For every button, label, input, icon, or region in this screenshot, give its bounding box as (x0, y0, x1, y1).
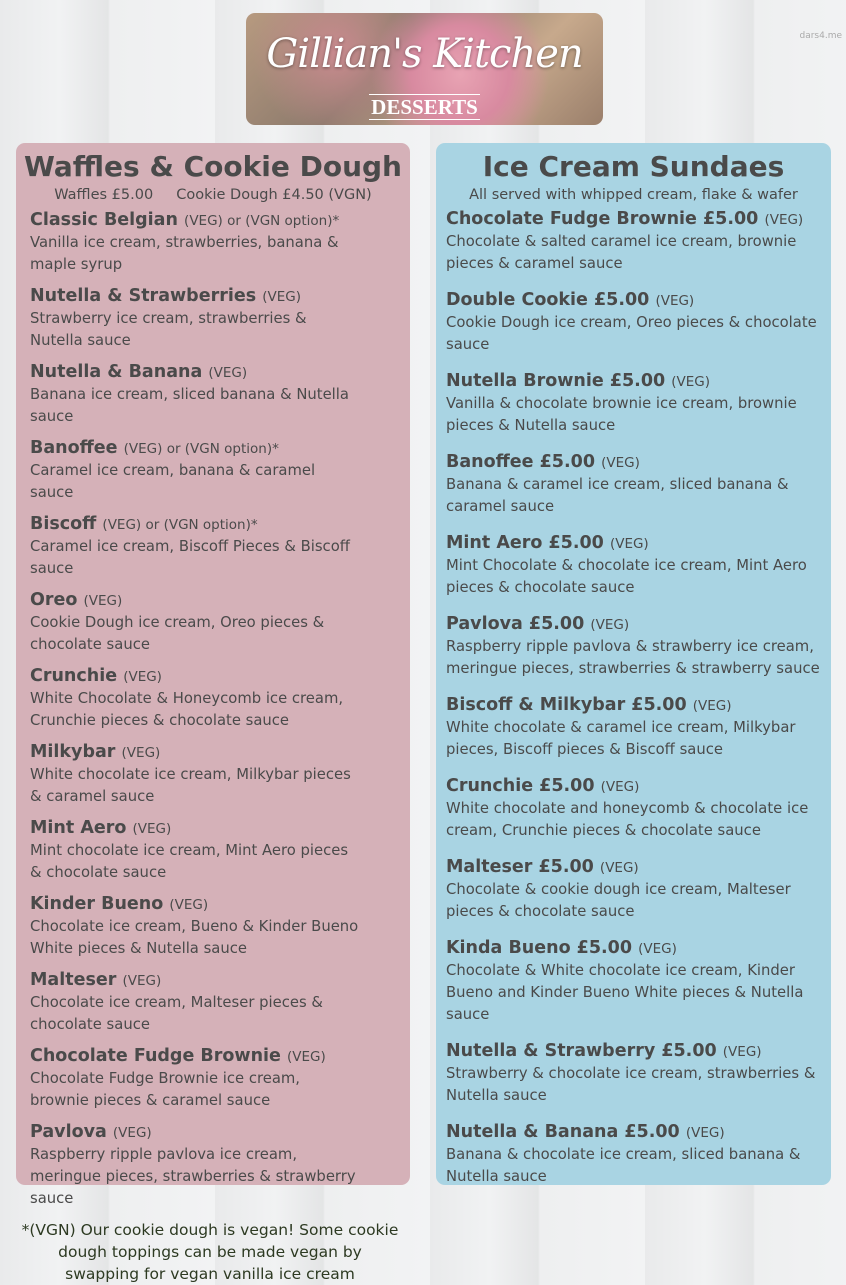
diet-tag: (VEG) (722, 1044, 762, 1060)
item-title: Mint Aero £5.00 (446, 533, 604, 553)
menu-item (446, 1040, 826, 1107)
item-description: Vanilla & chocolate brownie ice cream, brownie pieces & Nutella sauce (446, 395, 797, 434)
item-description: Cookie Dough ice cream, Oreo pieces & chocolate sauce (446, 314, 817, 353)
item-title: Biscoff & Milkybar £5.00 (446, 695, 687, 715)
item-title: Nutella & Strawberry £5.00 (446, 1041, 717, 1061)
item-title: Nutella & Banana (30, 362, 203, 382)
item-description: Mint Chocolate & chocolate ice cream, Mint Aero pieces & chocolate sauce (446, 557, 807, 596)
item-title: Crunchie (30, 666, 118, 686)
diet-tag: (VEG) (601, 455, 640, 471)
item-description: Vanilla ice cream, strawberries, banana & maple syrup (30, 234, 339, 273)
menu-item (446, 451, 826, 518)
brand-logo: Gillian's Kitchen (266, 31, 583, 77)
diet-tag: (VEG) (112, 1125, 152, 1141)
item-name (446, 613, 826, 636)
item-title: Pavlova £5.00 (446, 614, 585, 634)
item-name (30, 665, 360, 688)
item-description: Chocolate ice cream, Bueno & Kinder Bueno White pieces & Nutella sauce (30, 918, 359, 957)
menu-item (446, 937, 826, 1026)
watermark: dars4.me (799, 31, 842, 41)
menu-item (446, 775, 826, 842)
sundaes-intro: All served with whipped cream, flake & wafer (469, 187, 798, 203)
item-name (446, 694, 826, 717)
menu-item (30, 817, 360, 884)
item-name (30, 361, 360, 384)
sundaes-title: Ice Cream Sundaes (482, 150, 785, 183)
item-description: White chocolate & caramel ice cream, Milkybar pieces, Biscoff pieces & Biscoff sauce (446, 719, 796, 758)
item-title: Chocolate Fudge Brownie (30, 1046, 281, 1066)
item-name (446, 1121, 826, 1144)
item-description: Raspberry ripple pavlova ice cream, meringue pieces, strawberries & strawberry sauce (30, 1146, 356, 1207)
item-title: Nutella & Strawberries (30, 286, 257, 306)
diet-tag: (VEG) (671, 374, 711, 390)
diet-tag: (VEG) (590, 617, 630, 633)
item-name (30, 1121, 360, 1144)
item-name (446, 208, 826, 231)
waffles-panel (16, 143, 410, 1283)
diet-tag: (VEG) (123, 669, 162, 685)
item-description: Banana & chocolate ice cream, sliced banana & Nutella sauce (446, 1146, 801, 1185)
item-description: Banana ice cream, sliced banana & Nutella sauce (30, 386, 349, 425)
item-name (446, 1040, 826, 1063)
item-title: Nutella & Banana £5.00 (446, 1122, 680, 1142)
diet-tag: (VEG) (764, 212, 804, 228)
item-description: White chocolate and honeycomb & chocolate ice cream, Crunchie pieces & chocolate sauce (446, 800, 809, 839)
item-name (446, 856, 826, 879)
item-title: Malteser (30, 970, 117, 990)
menu-item (30, 893, 360, 960)
item-description: Raspberry ripple pavlova & strawberry ice cream, meringue pieces, strawberries & strawberry sauce (446, 638, 820, 677)
menu-item (30, 1045, 360, 1112)
item-name (446, 370, 826, 393)
item-name (30, 209, 360, 232)
item-description: Mint chocolate ice cream, Mint Aero pieces & chocolate sauce (30, 842, 349, 881)
menu-item (446, 208, 826, 275)
diet-tag: (VEG) (208, 365, 248, 381)
item-title: Biscoff (30, 514, 97, 534)
item-title: Kinda Bueno £5.00 (446, 938, 633, 958)
item-description: Chocolate & White chocolate ice cream, Kinder Bueno and Kinder Bueno White pieces & Nutella sauce (446, 962, 804, 1023)
item-name (30, 893, 360, 916)
diet-tag: (VEG) (287, 1049, 326, 1065)
menu-item (446, 694, 826, 761)
waffles-prices: Waffles £5.00 Cookie Dough £4.50 (VGN) (54, 187, 372, 203)
item-description: Caramel ice cream, Biscoff Pieces & Biscoff sauce (30, 538, 350, 577)
menu-item (30, 741, 360, 808)
menu-item (30, 437, 360, 504)
menu-item (446, 856, 826, 923)
waffles-title: Waffles & Cookie Dough (24, 150, 402, 183)
diet-tag: (VEG) (609, 536, 649, 552)
item-title: Kinder Bueno (30, 894, 164, 914)
menu-item (30, 209, 360, 276)
menu-item (446, 1121, 826, 1188)
diet-tag: (VEG) (599, 860, 639, 876)
item-title: Mint Aero (30, 818, 127, 838)
item-name (30, 437, 360, 460)
diet-tag: (VEG) (122, 973, 162, 989)
item-description: Caramel ice cream, banana & caramel sauce (30, 462, 316, 501)
item-title: Pavlova (30, 1122, 107, 1142)
item-description: White Chocolate & Honeycomb ice cream, Crunchie pieces & chocolate sauce (30, 690, 344, 729)
menu-item (30, 513, 360, 580)
menu-item (446, 370, 826, 437)
item-description: Chocolate & cookie dough ice cream, Malteser pieces & chocolate sauce (446, 881, 791, 920)
diet-tag: (VEG) (132, 821, 172, 837)
diet-tag: (VEG) (685, 1125, 725, 1141)
item-title: Milkybar (30, 742, 116, 762)
item-title: Banoffee (30, 438, 118, 458)
diet-tag: (VEG) (638, 941, 677, 957)
header-banner (246, 13, 603, 125)
banner-subtitle: DESSERTS (371, 95, 478, 119)
item-name (446, 532, 826, 555)
menu-item (446, 289, 826, 356)
diet-tag: (VEG) (692, 698, 732, 714)
item-description: Cookie Dough ice cream, Oreo pieces & chocolate sauce (30, 614, 325, 653)
menu-item (30, 1121, 360, 1210)
item-name (30, 513, 360, 536)
item-name (30, 589, 360, 612)
diet-tag: (VEG) or (VGN option)* (123, 441, 279, 457)
vegan-note: *(VGN) Our cookie dough is vegan! Some cookie dough toppings can be made vegan by swapping for vegan vanilla ice cream (21, 1221, 399, 1283)
item-description: Chocolate & salted caramel ice cream, brownie pieces & caramel sauce (446, 233, 797, 272)
diet-tag: (VEG) (655, 293, 695, 309)
diet-tag: (VEG) (262, 289, 301, 305)
diet-tag: (VEG) (600, 779, 640, 795)
item-description: Chocolate Fudge Brownie ice cream, brownie pieces & caramel sauce (30, 1070, 301, 1109)
item-name (30, 1045, 360, 1068)
menu-item (30, 665, 360, 732)
item-description: Chocolate ice cream, Malteser pieces & chocolate sauce (30, 994, 323, 1033)
item-name (446, 937, 826, 960)
diet-tag: (VEG) or (VGN option)* (184, 213, 340, 229)
item-description: White chocolate ice cream, Milkybar pieces & caramel sauce (30, 766, 351, 805)
diet-tag: (VEG) (121, 745, 161, 761)
diet-tag: (VEG) (83, 593, 123, 609)
item-name (446, 289, 826, 312)
item-title: Classic Belgian (30, 210, 178, 230)
menu-item (446, 613, 826, 680)
menu-item (30, 969, 360, 1036)
item-description: Strawberry ice cream, strawberries & Nutella sauce (30, 310, 307, 349)
item-name (30, 817, 360, 840)
item-name (446, 775, 826, 798)
item-name (30, 285, 360, 308)
menu-item (30, 285, 360, 352)
item-title: Double Cookie £5.00 (446, 290, 650, 310)
item-description: Strawberry & chocolate ice cream, strawberries & Nutella sauce (446, 1065, 816, 1104)
item-title: Nutella Brownie £5.00 (446, 371, 666, 391)
item-name (446, 451, 826, 474)
item-name (30, 741, 360, 764)
menu-item (30, 361, 360, 428)
item-title: Oreo (30, 590, 78, 610)
diet-tag: (VEG) (169, 897, 209, 913)
menu-item (446, 532, 826, 599)
item-description: Banana & caramel ice cream, sliced banana & caramel sauce (446, 476, 789, 515)
item-title: Crunchie £5.00 (446, 776, 595, 796)
sundaes-panel (436, 143, 831, 1185)
item-title: Malteser £5.00 (446, 857, 594, 877)
item-title: Chocolate Fudge Brownie £5.00 (446, 209, 759, 229)
item-name (30, 969, 360, 992)
diet-tag: (VEG) or (VGN option)* (102, 517, 258, 533)
menu-item (30, 589, 360, 656)
item-title: Banoffee £5.00 (446, 452, 595, 472)
